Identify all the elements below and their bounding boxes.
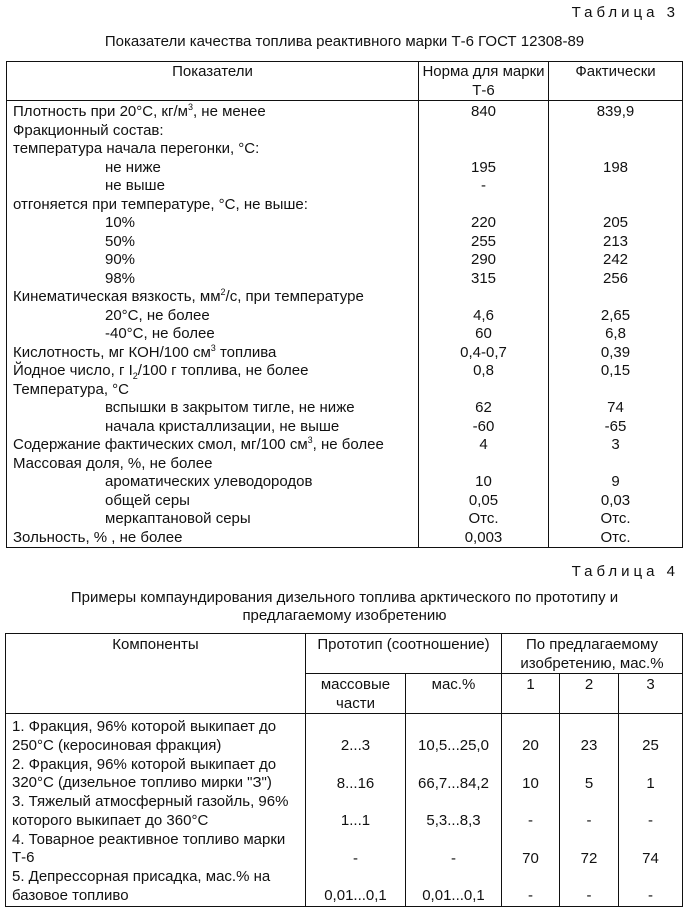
ex3-value: - [619, 793, 683, 831]
actual-value: 0,15 [549, 362, 683, 381]
actual-value: Отс. [549, 529, 683, 548]
table-row [7, 140, 683, 159]
norm-value: 62 [419, 399, 549, 418]
indicator-label [7, 251, 419, 270]
actual-value: -65 [549, 418, 683, 437]
actual-value: 256 [549, 270, 683, 289]
component-name: 3. Тяжелый атмосферный газойль, 96% которого выкипает до 360°С [6, 793, 306, 831]
norm-value: 840 [419, 101, 549, 122]
header-actual: Фактически [549, 62, 683, 101]
label-text: Температура, °С [13, 380, 130, 398]
indicator-label [7, 177, 419, 196]
indicator-label [7, 529, 419, 548]
label-text: -40°С, не более [105, 325, 215, 342]
label-text: 50% [105, 232, 136, 250]
indicator-label [7, 214, 419, 233]
label-text: не ниже [105, 158, 161, 176]
table-row [7, 251, 683, 270]
indicator-label [7, 233, 419, 252]
table-row [7, 177, 683, 196]
ex3-value: 25 [619, 714, 683, 756]
label-text: Кинематическая вязкость, мм [13, 288, 221, 305]
norm-value: 315 [419, 270, 549, 289]
table4-caption: Таблица 4 [571, 563, 679, 580]
mass-pct-value: 66,7...84,2 [406, 756, 502, 794]
table-row [7, 529, 683, 548]
label-text: Зольность, % , не более [13, 528, 183, 546]
indicator-label [7, 325, 419, 344]
norm-value: - [419, 177, 549, 196]
norm-value [419, 196, 549, 215]
norm-value [419, 288, 549, 307]
indicator-label [7, 381, 419, 400]
header-mass-parts: массовые части [306, 674, 406, 714]
indicator-label [7, 196, 419, 215]
superscript: 3 [210, 342, 216, 353]
norm-value: -60 [419, 418, 549, 437]
actual-value [549, 122, 683, 141]
label-text: ароматических улеводородов [105, 473, 313, 490]
mass-parts-value: 1...1 [306, 793, 406, 831]
label-text: 98% [105, 269, 136, 287]
actual-value: 0,39 [549, 344, 683, 363]
table-row [6, 868, 683, 906]
mass-pct-value: 0,01...0,1 [406, 868, 502, 906]
label-text: начала кристаллизации, не выше [105, 417, 340, 435]
table-row [7, 214, 683, 233]
norm-value: 0,05 [419, 492, 549, 511]
table-row [7, 325, 683, 344]
table4-title-line1: Примеры компаундирования дизельного топлива арктического по прототипу и [70, 589, 619, 606]
ex2-value: - [560, 868, 619, 906]
indicator-label [7, 288, 419, 307]
actual-value [549, 140, 683, 159]
component-name: 5. Депрессорная присадка, мас.% на базовое топливо [6, 868, 306, 906]
component-name: 4. Товарное реактивное топливо марки Т-6 [6, 831, 306, 869]
header-mass-pct: мас.% [406, 674, 502, 714]
table-row [7, 418, 683, 437]
superscript: 2 [220, 287, 226, 297]
mass-parts-value: 2...3 [306, 714, 406, 756]
ex2-value: 5 [560, 756, 619, 794]
table-row [7, 270, 683, 289]
ex2-value: 23 [560, 714, 619, 756]
norm-value: 0,8 [419, 362, 549, 381]
norm-value [419, 455, 549, 474]
mass-pct-value: 10,5...25,0 [406, 714, 502, 756]
table3-caption: Таблица 3 [571, 4, 679, 21]
indicator-label [7, 455, 419, 474]
label-tail: /с, при температуре [225, 288, 364, 305]
label-tail: , не более [312, 436, 384, 453]
header-example-3: 3 [619, 674, 683, 714]
norm-value: 290 [419, 251, 549, 270]
header-indicators: Показатели [7, 62, 419, 101]
label-tail: /100 г топлива, не более [137, 362, 309, 379]
indicator-label [7, 307, 419, 326]
table-row [7, 307, 683, 326]
actual-value: 6,8 [549, 325, 683, 344]
ex1-value: 10 [502, 756, 560, 794]
table-row [7, 196, 683, 215]
label-text: Фракционный состав: [13, 121, 164, 139]
mass-pct-value: 5,3...8,3 [406, 793, 502, 831]
table-row [7, 122, 683, 141]
indicator-label [7, 159, 419, 178]
actual-value [549, 288, 683, 307]
actual-value [549, 177, 683, 196]
actual-value: Отс. [549, 510, 683, 529]
indicator-label [7, 492, 419, 511]
norm-value: Отс. [419, 510, 549, 529]
superscript: 3 [307, 435, 313, 445]
actual-value: 9 [549, 473, 683, 492]
norm-value: 10 [419, 473, 549, 492]
label-text: Плотность при 20°С, кг/м [13, 103, 188, 120]
ex2-value: 72 [560, 831, 619, 869]
mass-parts-value: 0,01...0,1 [306, 868, 406, 906]
actual-value: 213 [549, 233, 683, 252]
table-row [7, 101, 683, 122]
indicator-label [7, 418, 419, 437]
indicator-label [7, 362, 419, 381]
indicator-label [7, 140, 419, 159]
label-tail: , не менее [192, 103, 266, 120]
actual-value [549, 196, 683, 215]
norm-value: 0,003 [419, 529, 549, 548]
label-text: вспышки в закрытом тигле, не ниже [105, 399, 355, 416]
actual-value: 839,9 [549, 101, 683, 122]
norm-value: 60 [419, 325, 549, 344]
ex3-value: - [619, 868, 683, 906]
actual-value [549, 455, 683, 474]
header-components: Компоненты [6, 634, 306, 714]
header-norm: Норма для марки Т-6 [419, 62, 549, 101]
label-text: меркаптановой серы [105, 510, 251, 527]
header-example-2: 2 [560, 674, 619, 714]
ex2-value: - [560, 793, 619, 831]
indicator-label [7, 510, 419, 529]
table4-title-line2: предлагаемому изобретению [242, 607, 447, 624]
actual-value: 0,03 [549, 492, 683, 511]
mass-pct-value: - [406, 831, 502, 869]
table-row [6, 756, 683, 794]
label-text: Йодное число, г I [13, 362, 133, 379]
table-row [7, 344, 683, 363]
table-row [7, 492, 683, 511]
indicator-label [7, 399, 419, 418]
indicator-label [7, 344, 419, 363]
actual-value: 205 [549, 214, 683, 233]
table-row [7, 362, 683, 381]
actual-value: 242 [549, 251, 683, 270]
table-row [7, 288, 683, 307]
actual-value: 198 [549, 159, 683, 178]
norm-value [419, 381, 549, 400]
table-row [7, 159, 683, 178]
norm-value: 195 [419, 159, 549, 178]
ex1-value: - [502, 868, 560, 906]
actual-value: 3 [549, 436, 683, 455]
table-row [7, 510, 683, 529]
ex1-value: 20 [502, 714, 560, 756]
table-row [7, 455, 683, 474]
table-row [6, 714, 683, 756]
label-text: 90% [105, 251, 136, 268]
ex3-value: 74 [619, 831, 683, 869]
table-row [7, 399, 683, 418]
norm-value: 0,4-0,7 [419, 344, 549, 363]
indicator-label [7, 270, 419, 289]
label-text: не выше [105, 177, 165, 194]
label-text: Содержание фактических смол, мг/100 см [13, 436, 308, 453]
actual-value: 2,65 [549, 307, 683, 326]
label-text: Массовая доля, %, не более [13, 454, 213, 472]
label-text: 10% [105, 214, 136, 231]
ex1-value: 70 [502, 831, 560, 869]
indicator-label [7, 122, 419, 141]
indicator-label [7, 436, 419, 455]
component-name: 1. Фракция, 96% которой выкипает до 250°С (керосиновая фракция) [6, 714, 306, 756]
table3-title: Показатели качества топлива реактивного марки Т-6 ГОСТ 12308-89 [104, 33, 585, 50]
norm-value: 220 [419, 214, 549, 233]
label-tail: топлива [215, 343, 277, 361]
norm-value [419, 140, 549, 159]
ex1-value: - [502, 793, 560, 831]
label-text: общей серы [105, 491, 190, 509]
label-text: отгоняется при температуре, °С, не выше: [13, 195, 308, 213]
norm-value [419, 122, 549, 141]
superscript: 3 [187, 102, 193, 112]
table-row [6, 793, 683, 831]
norm-value: 4 [419, 436, 549, 455]
norm-value: 4,6 [419, 307, 549, 326]
indicator-label [7, 101, 419, 122]
norm-value: 255 [419, 233, 549, 252]
table-row [6, 831, 683, 869]
header-prototype: Прототип (соотношение) [306, 634, 502, 674]
mass-parts-value: - [306, 831, 406, 869]
component-name: 2. Фракция, 96% которой выкипает до 320°С (дизельное топливо мирки "З") [6, 756, 306, 794]
label-text: Кислотность, мг КОН/100 см [13, 343, 211, 361]
table3 [6, 61, 683, 548]
indicator-label [7, 473, 419, 492]
header-example-1: 1 [502, 674, 560, 714]
actual-value: 74 [549, 399, 683, 418]
table-row [7, 436, 683, 455]
table-row [7, 233, 683, 252]
header-invention: По предлагаемому изобретению, мас.% [502, 634, 683, 674]
table-row [7, 381, 683, 400]
table4 [5, 633, 683, 907]
subscript: 2 [132, 371, 138, 381]
actual-value [549, 381, 683, 400]
mass-parts-value: 8...16 [306, 756, 406, 794]
table-row [7, 473, 683, 492]
label-text: температура начала перегонки, °С: [13, 140, 260, 157]
label-text: 20°С, не более [105, 306, 210, 324]
ex3-value: 1 [619, 756, 683, 794]
